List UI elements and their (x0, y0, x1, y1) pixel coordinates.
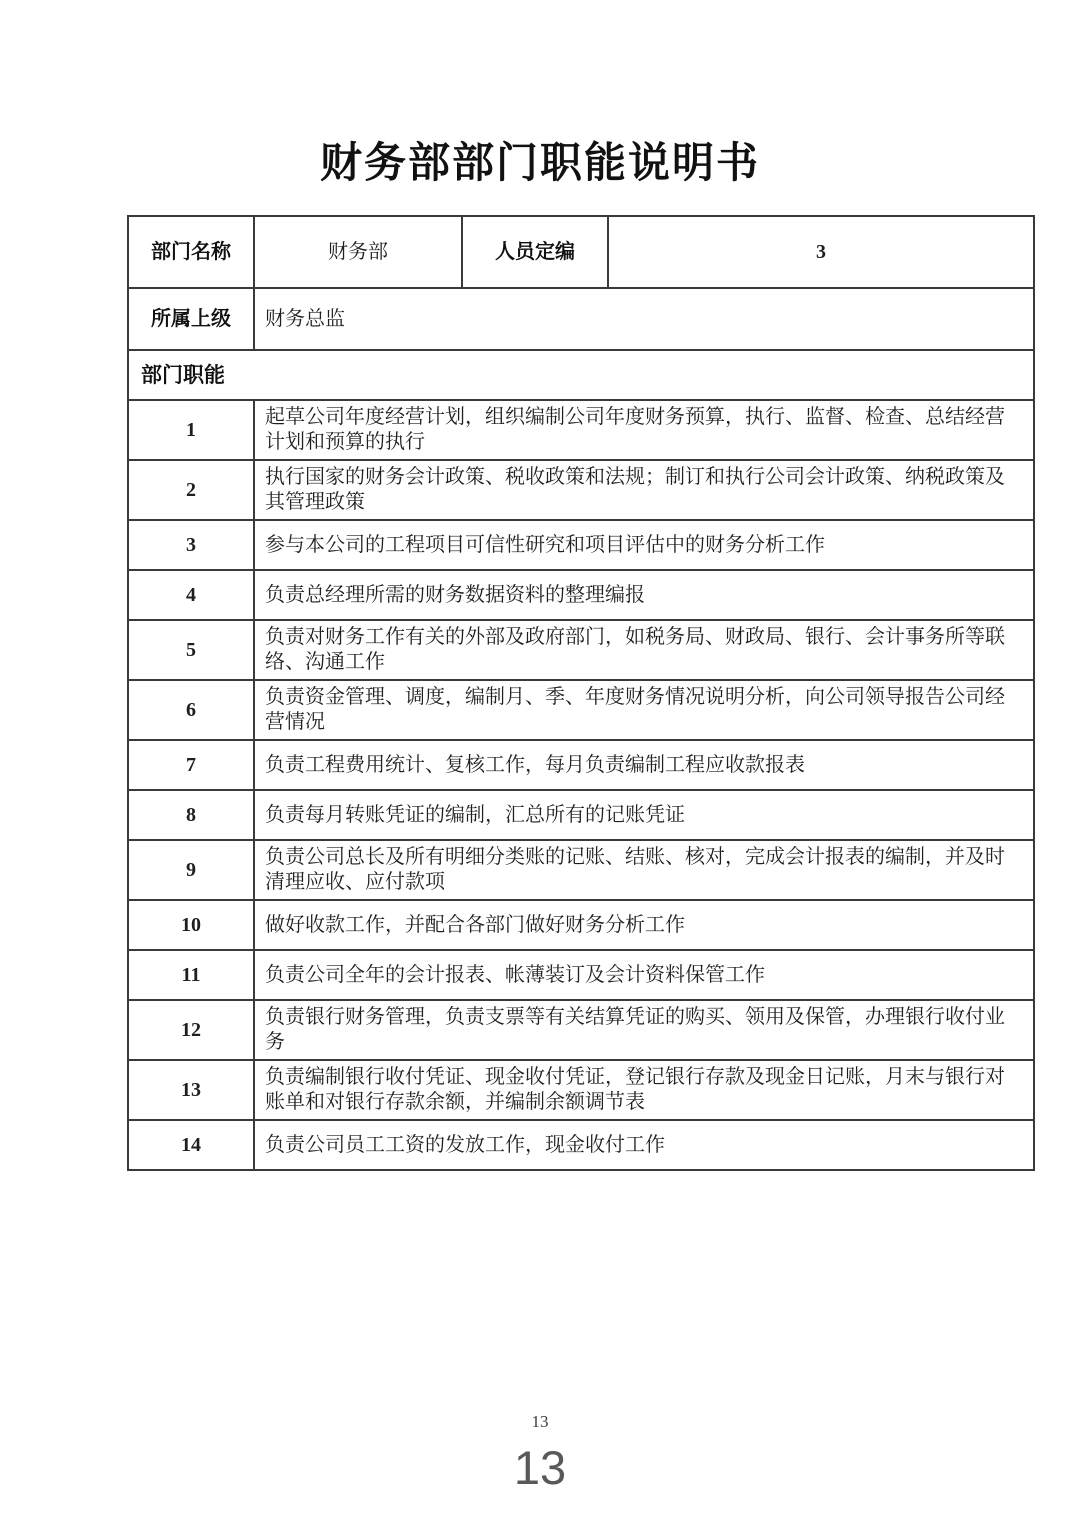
function-text: 起草公司年度经营计划，组织编制公司年度财务预算，执行、监督、检查、总结经营计划和预算的执行 (254, 400, 1034, 460)
function-number: 1 (128, 400, 254, 460)
function-number: 13 (128, 1060, 254, 1120)
function-row (128, 1120, 1034, 1170)
function-row (128, 950, 1034, 1000)
dept-name-label: 部门名称 (128, 216, 254, 288)
function-number: 8 (128, 790, 254, 840)
function-text: 参与本公司的工程项目可信性研究和项目评估中的财务分析工作 (254, 520, 1034, 570)
functions-header-label: 部门职能 (128, 350, 1034, 400)
function-number: 12 (128, 1000, 254, 1060)
function-row (128, 740, 1034, 790)
page-title: 财务部部门职能说明书 (319, 141, 760, 187)
page-number-small: 13 (531, 1412, 549, 1431)
function-row (128, 1000, 1034, 1060)
function-number: 7 (128, 740, 254, 790)
function-text: 负责银行财务管理，负责支票等有关结算凭证的购买、领用及保管，办理银行收付业务 (254, 1000, 1034, 1060)
function-text: 负责公司全年的会计报表、帐薄装订及会计资料保管工作 (254, 950, 1034, 1000)
function-row (128, 900, 1034, 950)
function-row (128, 460, 1034, 520)
superior-row (128, 288, 1034, 350)
function-row (128, 620, 1034, 680)
function-text: 负责资金管理、调度，编制月、季、年度财务情况说明分析，向公司领导报告公司经营情况 (254, 680, 1034, 740)
page-number-large: 13 (513, 1441, 567, 1494)
function-text: 做好收款工作，并配合各部门做好财务分析工作 (254, 900, 1034, 950)
dept-name-value: 财务部 (254, 216, 462, 288)
function-number: 4 (128, 570, 254, 620)
function-text: 执行国家的财务会计政策、税收政策和法规；制订和执行公司会计政策、纳税政策及其管理政策 (254, 460, 1034, 520)
function-number: 2 (128, 460, 254, 520)
function-row (128, 1060, 1034, 1120)
function-text: 负责公司员工工资的发放工作，现金收付工作 (254, 1120, 1034, 1170)
function-number: 5 (128, 620, 254, 680)
function-number: 6 (128, 680, 254, 740)
function-row (128, 680, 1034, 740)
staffing-value: 3 (608, 216, 1034, 288)
department-function-table (127, 215, 1035, 1171)
function-text: 负责工程费用统计、复核工作，每月负责编制工程应收款报表 (254, 740, 1034, 790)
function-text: 负责公司总长及所有明细分类账的记账、结账、核对，完成会计报表的编制，并及时清理应收、应付款项 (254, 840, 1034, 900)
function-row (128, 840, 1034, 900)
function-number: 9 (128, 840, 254, 900)
function-number: 11 (128, 950, 254, 1000)
function-text: 负责每月转账凭证的编制，汇总所有的记账凭证 (254, 790, 1034, 840)
function-row (128, 570, 1034, 620)
function-row (128, 520, 1034, 570)
superior-value: 财务总监 (254, 288, 1034, 350)
staffing-label: 人员定编 (462, 216, 608, 288)
function-text: 负责编制银行收付凭证、现金收付凭证，登记银行存款及现金日记账，月末与银行对账单和对银行存款余额，并编制余额调节表 (254, 1060, 1034, 1120)
dept-name-row (128, 216, 1034, 288)
function-row (128, 790, 1034, 840)
function-row (128, 400, 1034, 460)
functions-header-row (128, 350, 1034, 400)
function-text: 负责对财务工作有关的外部及政府部门，如税务局、财政局、银行、会计事务所等联络、沟通工作 (254, 620, 1034, 680)
superior-label: 所属上级 (128, 288, 254, 350)
function-text: 负责总经理所需的财务数据资料的整理编报 (254, 570, 1034, 620)
function-number: 3 (128, 520, 254, 570)
function-number: 10 (128, 900, 254, 950)
function-number: 14 (128, 1120, 254, 1170)
